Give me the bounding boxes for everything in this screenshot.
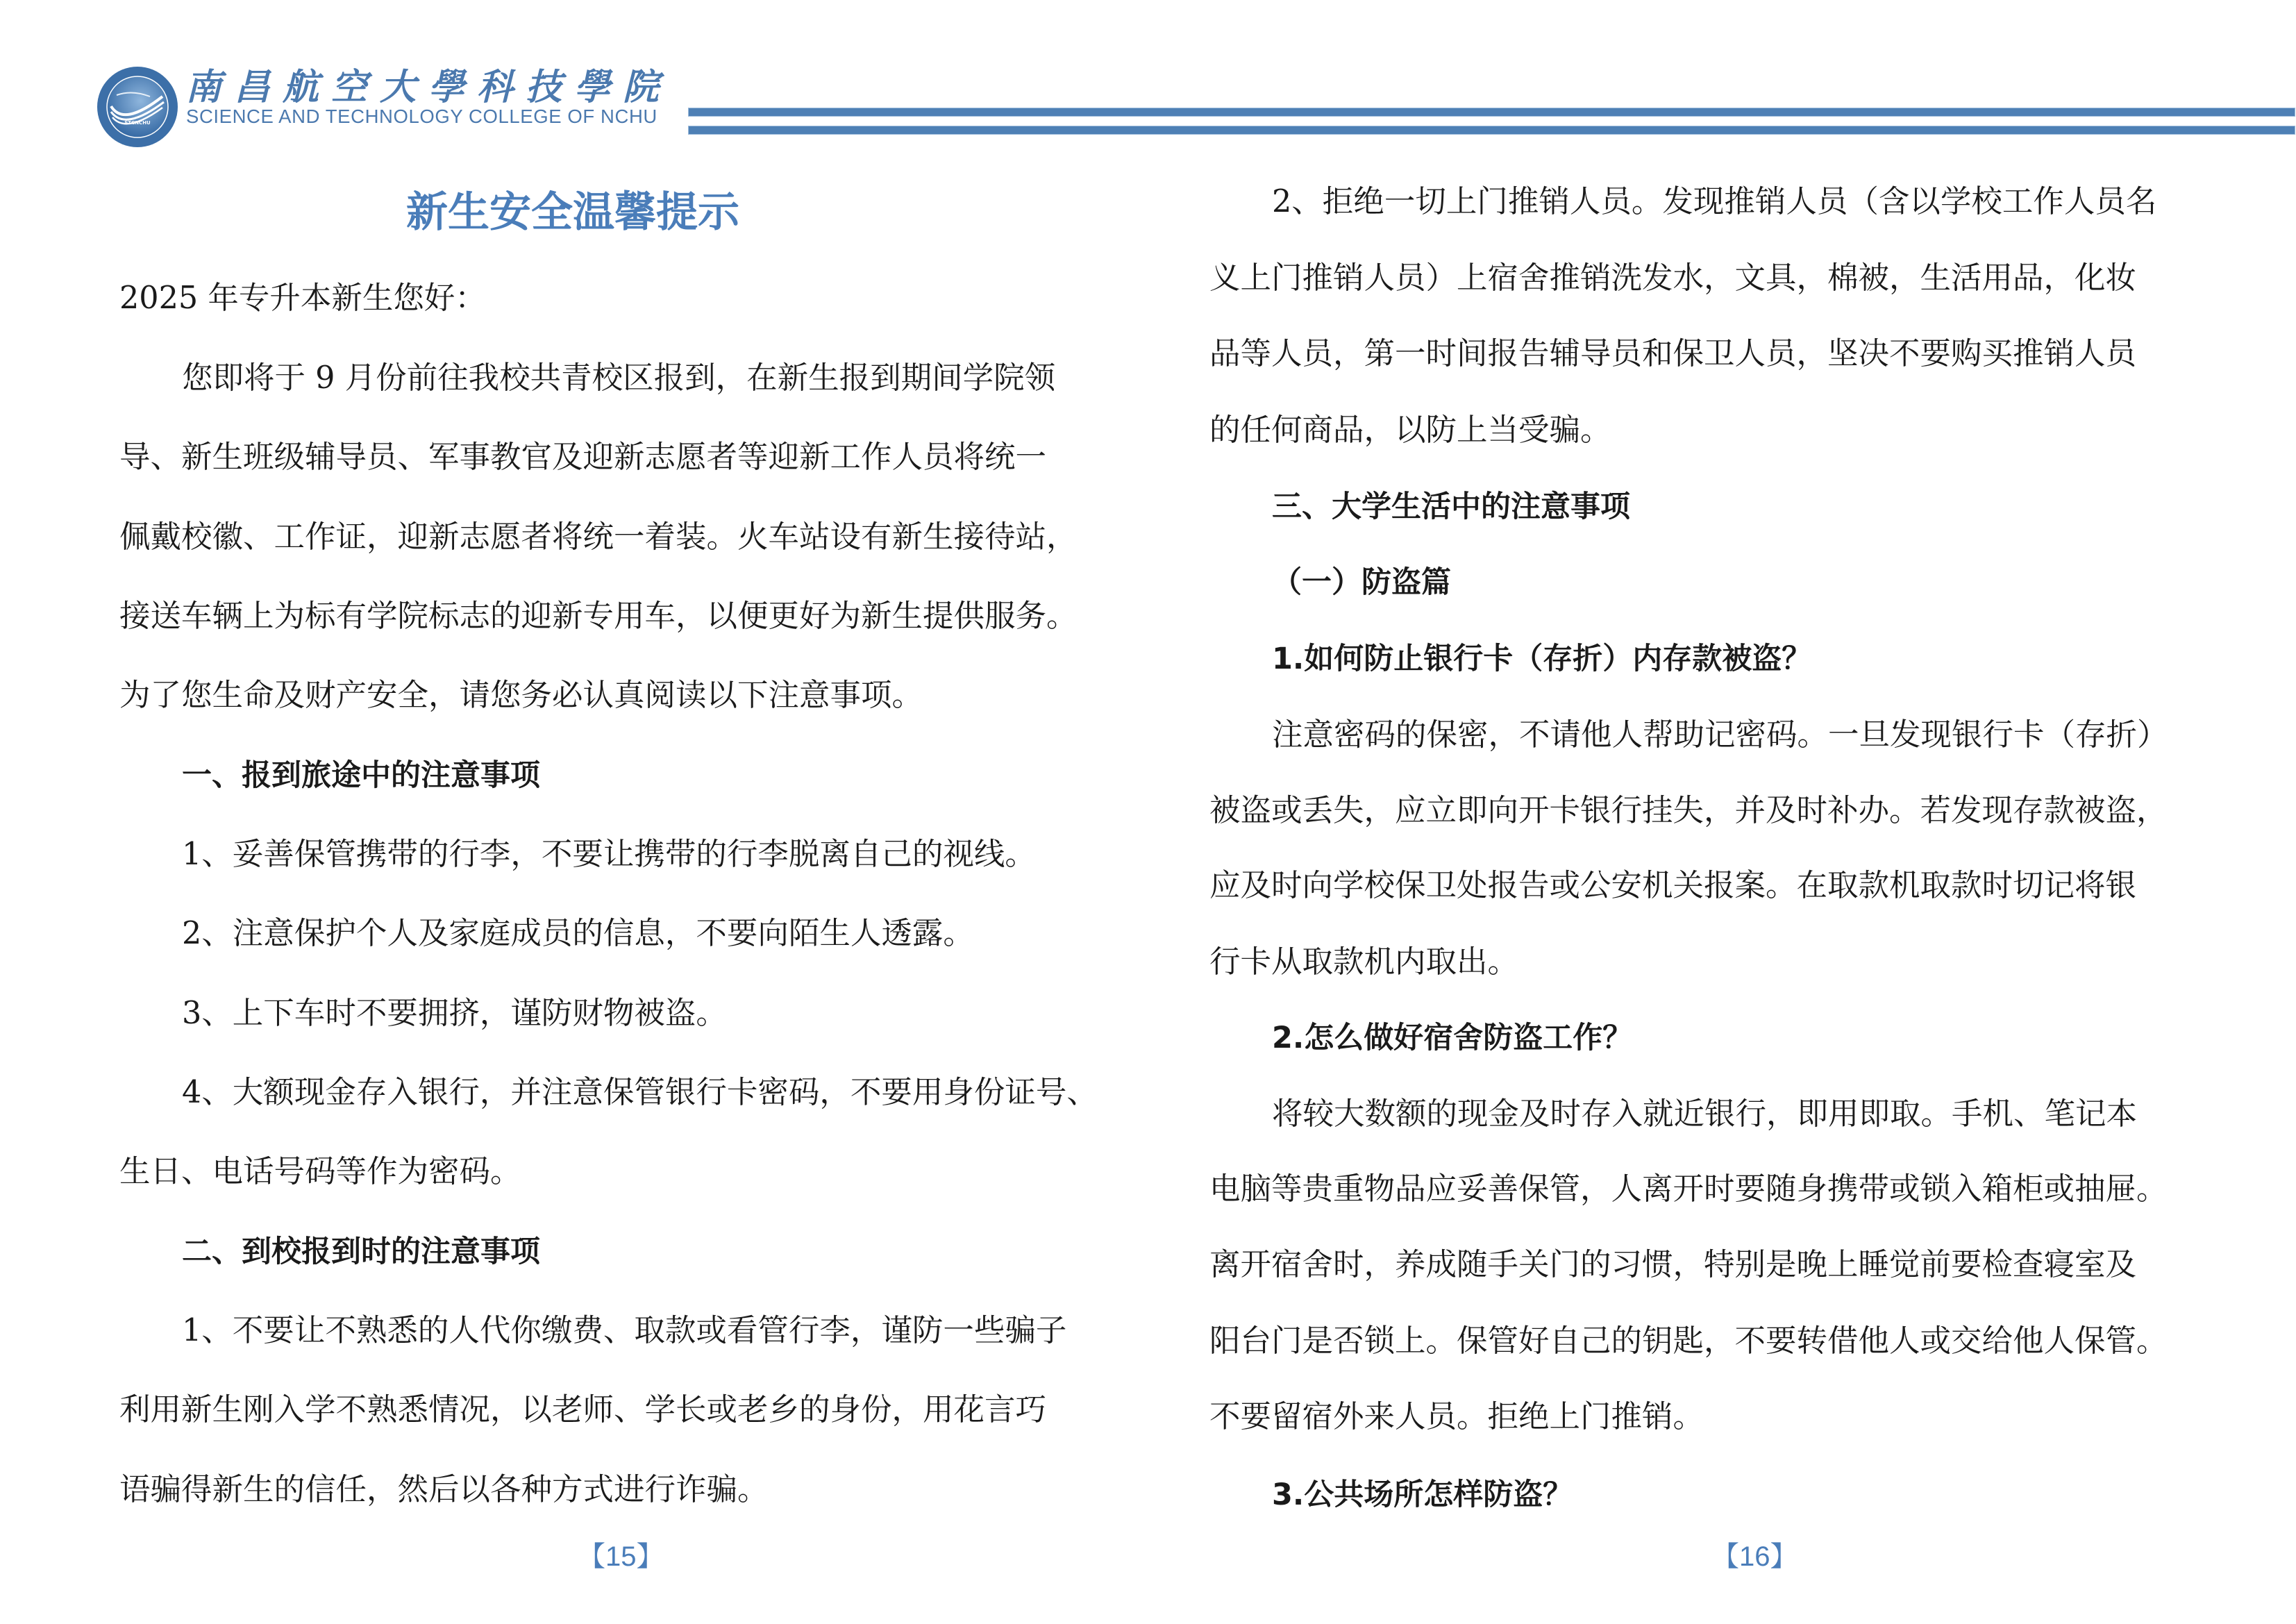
section-heading: 二、到校报到时的注意事项 <box>182 1234 540 1269</box>
paragraph-line: 为了您生命及财产安全，请您务必认真阅读以下注意事项。 <box>119 678 923 713</box>
list-item-continuation: 品等人员，第一时间报告辅导员和保卫人员，坚决不要购买推销人员 <box>1209 336 2137 371</box>
list-item: 2、拒绝一切上门推销人员。发现推销人员（含以学校工作人员名 <box>1272 184 2157 219</box>
section-heading: 三、大学生活中的注意事项 <box>1272 489 1630 524</box>
paragraph-line: 导、新生班级辅导员、军事教官及迎新志愿者等迎新工作人员将统一 <box>119 440 1047 475</box>
college-name-chinese: 南昌航空大學科技學院 <box>185 66 672 108</box>
list-item: 2、注意保护个人及家庭成员的信息，不要向陌生人透露。 <box>182 916 974 951</box>
salutation: 2025 年专升本新生您好： <box>119 281 486 316</box>
college-name-english: SCIENCE AND TECHNOLOGY COLLEGE OF NCHU <box>186 106 657 127</box>
paragraph-line: 电脑等贵重物品应妥善保管，人离开时要随身携带或锁入箱柜或抽屉。 <box>1209 1171 2168 1207</box>
list-item-continuation: 的任何商品，以防上当受骗。 <box>1209 412 1611 448</box>
list-item: 1、不要让不熟悉的人代你缴费、取款或看管行李，谨防一些骗子 <box>182 1313 1067 1348</box>
paragraph-line: 佩戴校徽、工作证，迎新志愿者将统一着装。火车站设有新生接待站， <box>119 519 1078 555</box>
paragraph-line: 将较大数额的现金及时存入就近银行，即用即取。手机、笔记本 <box>1272 1096 2138 1132</box>
paragraph-line: 行卡从取款机内取出。 <box>1209 944 1519 980</box>
list-item-continuation: 生日、电话号码等作为密码。 <box>119 1154 521 1189</box>
paragraph-line: 离开宿舍时，养成随手关门的习惯，特别是晚上睡觉前要检查寝室及 <box>1209 1247 2137 1282</box>
list-item-continuation: 义上门推销人员）上宿舍推销洗发水，文具，棉被，生活用品，化妆 <box>1209 260 2137 296</box>
header-divider-bottom <box>689 126 2295 134</box>
paragraph-line: 阳台门是否锁上。保管好自己的钥匙，不要转借他人或交给他人保管。 <box>1209 1323 2168 1359</box>
paragraph-line: 不要留宿外来人员。拒绝上门推销。 <box>1209 1399 1704 1434</box>
paragraph-line: 应及时向学校保卫处报告或公安机关报案。在取款机取款时切记将银 <box>1209 868 2137 903</box>
question-heading: 1.如何防止银行卡（存折）内存款被盗？ <box>1272 642 1812 676</box>
list-item: 1、妥善保管携带的行李，不要让携带的行李脱离自己的视线。 <box>182 837 1036 872</box>
paragraph-line: 注意密码的保密，不请他人帮助记密码。一旦发现银行卡（存折） <box>1272 717 2168 753</box>
college-seal-icon <box>96 66 179 148</box>
subsection-heading: （一）防盗篇 <box>1272 565 1451 600</box>
paragraph-line: 被盗或丢失，应立即向开卡银行挂失，并及时补办。若发现存款被盗， <box>1209 793 2168 828</box>
paragraph-line: 接送车辆上为标有学院标志的迎新专用车，以便更好为新生提供服务。 <box>119 598 1078 634</box>
list-item-continuation: 语骗得新生的信任，然后以各种方式进行诈骗。 <box>119 1472 769 1507</box>
list-item: 4、大额现金存入银行，并注意保管银行卡密码，不要用身份证号、 <box>182 1075 1098 1110</box>
question-heading: 2.怎么做好宿舍防盗工作？ <box>1272 1021 1633 1055</box>
list-item: 3、上下车时不要拥挤，谨防财物被盗。 <box>182 996 727 1031</box>
seal-center-text: STCNCHU <box>124 120 151 126</box>
page-number: 【16】 <box>1711 1541 1798 1572</box>
question-heading: 3.公共场所怎样防盗？ <box>1272 1477 1573 1512</box>
header-divider-top <box>689 108 2295 116</box>
section-heading: 一、报到旅途中的注意事项 <box>182 758 540 793</box>
paragraph-line: 您即将于 9 月份前往我校共青校区报到，在新生报到期间学院领 <box>182 360 1056 396</box>
list-item-continuation: 利用新生刚入学不熟悉情况，以老师、学长或老乡的身份，用花言巧 <box>119 1392 1047 1428</box>
document-title: 新生安全温馨提示 <box>406 188 739 237</box>
page-number: 【15】 <box>578 1541 664 1572</box>
